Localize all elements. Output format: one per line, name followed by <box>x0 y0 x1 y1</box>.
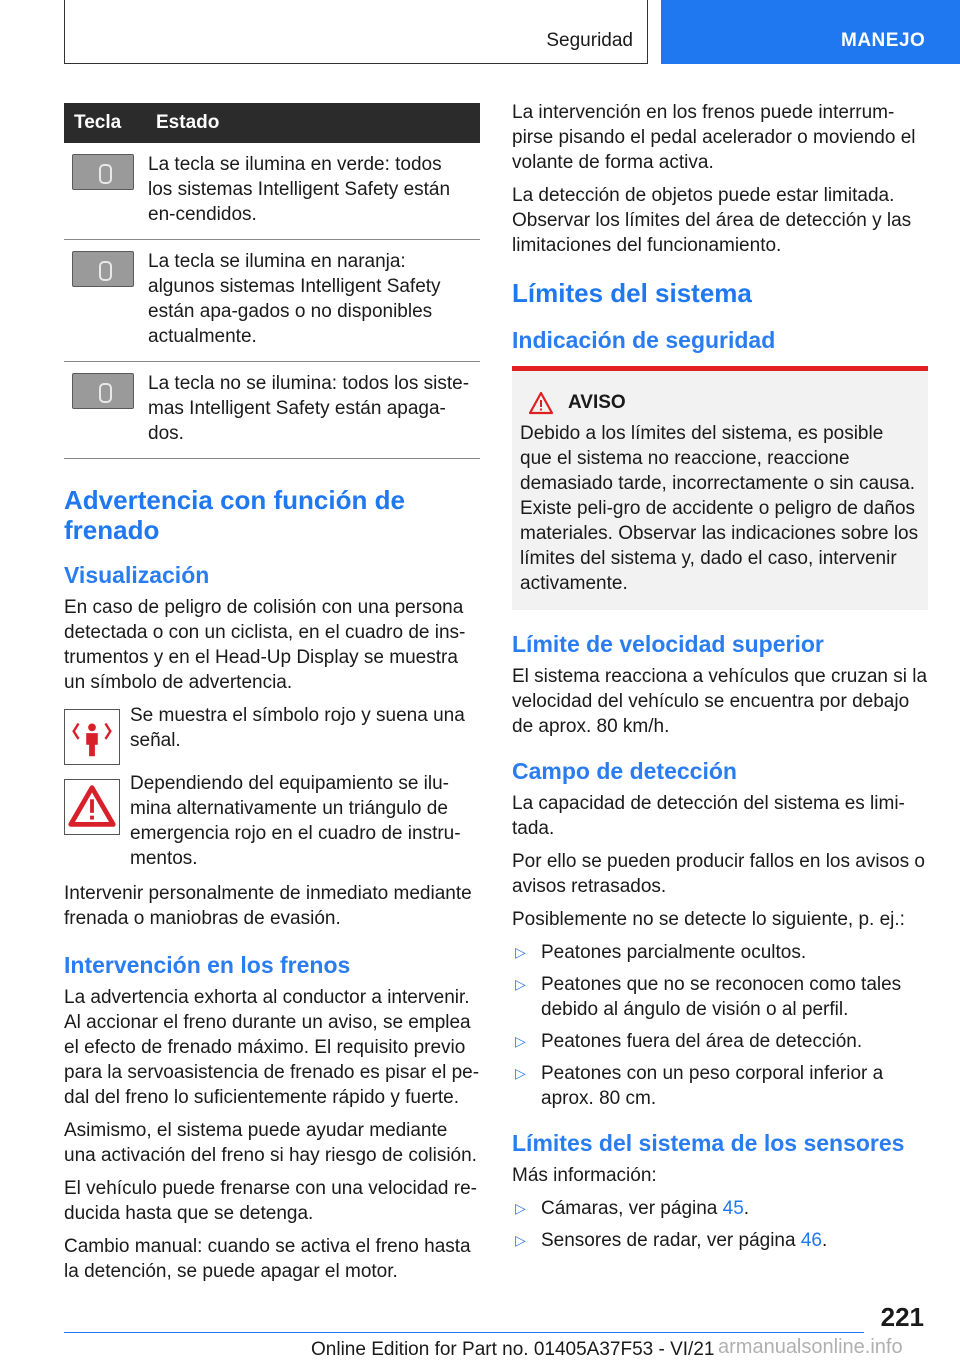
paragraph: Cambio manual: cuando se activa el freno hasta la detención, se puede apagar el motor. <box>64 1236 471 1282</box>
paragraph: La detección de objetos puede estar limitada. Observar los límites del área de detección y las limitaciones del funcionamiento. <box>512 185 912 256</box>
warning-title: AVISO <box>568 392 626 413</box>
table-cell-state: La tecla se ilumina en verde: todos los sistemas Intelligent Safety están en-cendidos. <box>146 143 480 240</box>
warning-icon <box>528 391 554 415</box>
warning-box <box>512 366 928 610</box>
bullet-list <box>512 940 928 1111</box>
safety-key-icon <box>72 251 134 287</box>
table-header-state: Estado <box>146 103 480 143</box>
left-column <box>64 103 480 1292</box>
paragraph: Asimismo, el sistema puede ayudar mediante una activación del freno si hay riesgo de colisión. <box>64 1120 477 1166</box>
pedestrian-warning-icon <box>64 709 120 765</box>
heading-visualizacion: Visualización <box>64 562 210 588</box>
list-item: ▷ Peatones que no se reconocen como tales debido al ángulo de visión o al perfil. <box>515 974 902 1020</box>
heading-velocidad: Límite de velocidad superior <box>512 631 824 657</box>
heading-intervencion: Intervención en los frenos <box>64 952 351 978</box>
paragraph: La capacidad de detección del sistema es limi-tada. <box>512 793 905 839</box>
heading-advertencia: Advertencia con función de frenado <box>64 485 405 545</box>
safety-key-icon <box>72 154 134 190</box>
warning-text: Debido a los límites del sistema, es posible que el sistema no reaccione, reaccione demasiado tarde, incorrectamente o sin causa. Existe peli-gro de accidente o peligro de daños materiales. Observar las indicaciones sobre los límites del sistema y, dado el caso, intervenir activamente. <box>520 423 919 594</box>
bullet-triangle-icon: ▷ <box>515 1200 526 1216</box>
list-item: ▷ Peatones con un peso corporal inferior a aprox. 80 cm. <box>515 1063 884 1109</box>
paragraph: Dependiendo del equipamiento se ilu-mina alternativamente un triángulo de emergencia rojo en el cuadro de instru-mentos. <box>130 773 461 869</box>
section-title: Seguridad <box>546 30 633 51</box>
paragraph: La intervención en los frenos puede interrum-pirse pisando el pedal acelerador o moviendo el volante de forma activa. <box>512 102 916 173</box>
paragraph: El sistema reacciona a vehículos que cruzan si la velocidad del vehículo se encuentra por debajo de aprox. 80 km/h. <box>512 666 928 737</box>
edition-text: Online Edition for Part no. 01405A37F53 - VI/21 <box>311 1339 715 1360</box>
list-item: ▷ Sensores de radar, ver página 46. <box>515 1230 828 1251</box>
paragraph: Posiblemente no se detecte lo siguiente, p. ej.: <box>512 909 905 930</box>
bullet-triangle-icon: ▷ <box>515 1033 526 1049</box>
list-item: ▷ Cámaras, ver página 45. <box>515 1198 750 1219</box>
chapter-tab[interactable] <box>661 0 960 64</box>
warning-triangle-icon <box>64 779 120 835</box>
heading-sensores: Límites del sistema de los sensores <box>512 1130 905 1156</box>
page-number: 221 <box>880 1302 924 1332</box>
table-cell-state: La tecla se ilumina en naranja: algunos sistemas Intelligent Safety están apa-gados o no disponibles actualmente. <box>146 240 480 362</box>
reference-list <box>512 1196 928 1253</box>
warning-header <box>520 391 920 415</box>
symbol-row <box>64 703 480 769</box>
table-header-key: Tecla <box>64 103 146 143</box>
paragraph: Por ello se pueden producir fallos en los avisos o avisos retrasados. <box>512 851 925 897</box>
list-item: ▷ Peatones parcialmente ocultos. <box>515 942 807 963</box>
paragraph: Se muestra el símbolo rojo y suena una señal. <box>130 705 465 751</box>
list-item: ▷ Peatones fuera del área de detección. <box>515 1031 863 1052</box>
bullet-triangle-icon: ▷ <box>515 1065 526 1081</box>
heading-indicacion: Indicación de seguridad <box>512 327 776 353</box>
table-row <box>64 240 480 362</box>
heading-campo: Campo de detección <box>512 758 737 784</box>
bullet-triangle-icon: ▷ <box>515 944 526 960</box>
bullet-triangle-icon: ▷ <box>515 976 526 992</box>
page-link-45[interactable]: 45 <box>722 1198 744 1219</box>
bullet-triangle-icon: ▷ <box>515 1232 526 1248</box>
paragraph: El vehículo puede frenarse con una velocidad re-ducida hasta que se detenga. <box>64 1178 477 1224</box>
paragraph: Más información: <box>512 1165 657 1186</box>
watermark: armanualsonline.info <box>718 1336 903 1358</box>
table-header-row <box>64 103 480 143</box>
symbol-row <box>64 771 480 871</box>
right-column <box>512 100 928 1260</box>
page-link-46[interactable]: 46 <box>800 1230 822 1251</box>
table-cell-state: La tecla no se ilumina: todos los siste-mas Intelligent Safety están apaga-dos. <box>146 362 480 459</box>
table-row <box>64 143 480 240</box>
paragraph: La advertencia exhorta al conductor a intervenir. Al accionar el freno durante un aviso, se emplea el efecto de frenado máximo. El requisito previo para la servoasistencia de frenado es pisar el pe-dal del freno lo suficientemente rápido y fuerte. <box>64 987 480 1108</box>
footer-divider <box>64 1332 864 1333</box>
chapter-tab-label: MANEJO <box>841 30 926 51</box>
safety-key-icon <box>72 373 134 409</box>
table-row <box>64 362 480 459</box>
key-status-table <box>64 103 480 459</box>
paragraph: Intervenir personalmente de inmediato mediante frenada o maniobras de evasión. <box>64 883 472 929</box>
header-bar <box>64 0 648 64</box>
heading-limites: Límites del sistema <box>512 278 752 308</box>
paragraph: En caso de peligro de colisión con una persona detectada o con un ciclista, en el cuadro de ins-trumentos y en el Head-Up Display se muestra un símbolo de advertencia. <box>64 597 466 693</box>
